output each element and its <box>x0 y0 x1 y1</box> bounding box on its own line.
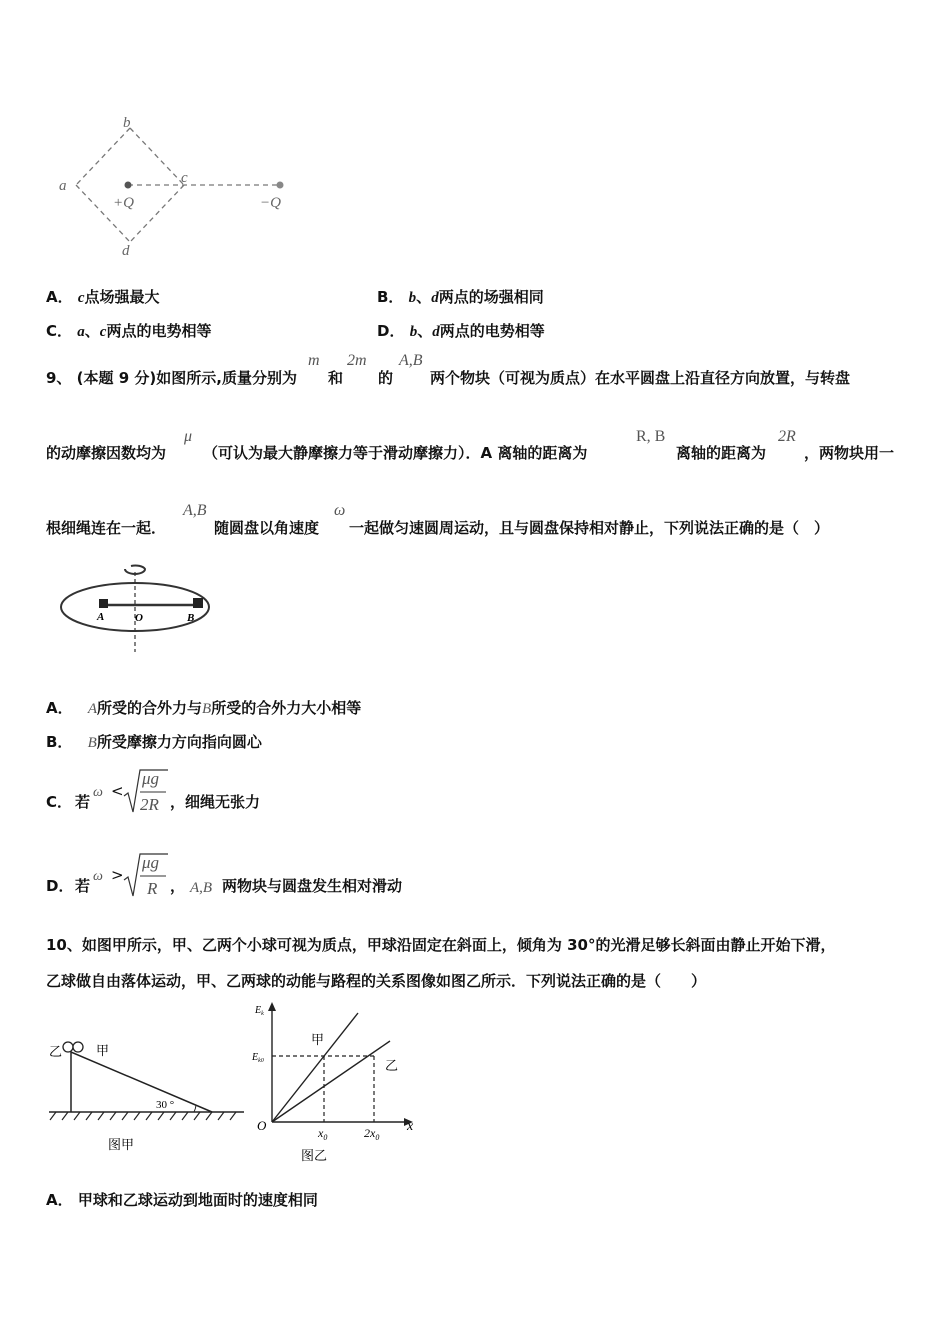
axis-x: x <box>407 1119 414 1134</box>
field-diagram <box>50 110 310 265</box>
var-b: B <box>87 735 97 751</box>
q8-option-d <box>377 320 545 341</box>
option-text: 点场强最大 <box>84 288 160 306</box>
math-num: μg <box>142 769 160 788</box>
turntable-diagram <box>55 558 220 656</box>
q9-line-3a: 根细绳连在一起． <box>46 519 167 537</box>
math-den: 2R <box>140 795 159 814</box>
var-a: a <box>77 324 85 340</box>
math-ab: A,B <box>399 352 423 369</box>
math-omega: ω <box>334 502 346 519</box>
q8-option-c <box>46 320 211 341</box>
text: 所受摩擦力方向指向圆心 <box>96 733 262 751</box>
tick-2x0: $2x_0$ <box>364 1126 380 1142</box>
sep: 、 <box>417 322 433 340</box>
math-ab: A,B <box>190 880 213 896</box>
text-of: 的 <box>378 369 394 387</box>
label-minus-q: −Q <box>260 195 281 211</box>
label-d: d <box>122 243 130 259</box>
label-yi: 乙 <box>385 1058 399 1073</box>
q9-option-d-letter: D． <box>46 877 74 895</box>
ball-jia <box>73 1042 83 1052</box>
label-jia: 甲 <box>96 1043 110 1058</box>
q9-option-d-ruo: 若 <box>75 877 91 895</box>
math-2m: 2m <box>347 352 367 369</box>
option-letter: C． <box>46 322 73 340</box>
ek-graph <box>250 998 425 1166</box>
math-op: < <box>111 782 124 800</box>
var-c: c <box>77 290 85 306</box>
q10-option-a <box>46 1189 318 1210</box>
option-text: 两点的场强相同 <box>438 288 544 306</box>
option-text: 甲球和乙球运动到地面时的速度相同 <box>77 1191 318 1209</box>
q9-line-1b: 两个物块（可视为质点）在水平圆盘上沿直径方向放置，与转盘 <box>430 369 851 387</box>
label-ek0: $E_{k0}$ <box>252 1052 264 1064</box>
option-letter: A． <box>46 288 73 306</box>
label-plus-q: +Q <box>113 195 134 211</box>
label-a: a <box>59 178 67 194</box>
math-omega: ω <box>93 785 103 800</box>
axis-ek: $E_k$ <box>255 1005 264 1017</box>
math-2r: 2R <box>778 428 796 445</box>
var-b: B <box>202 701 212 717</box>
q9-line-3c: 一起做匀速圆周运动，且与圆盘保持相对静止，下列说法正确的是（ ） <box>349 519 830 537</box>
block-b <box>193 598 203 608</box>
var-d: d <box>431 290 439 306</box>
math-den: R <box>147 879 158 898</box>
text: (本题 9 分)如图所示,质量分别为 <box>76 369 297 387</box>
label-a: A <box>97 611 105 623</box>
incline-diagram <box>44 1035 249 1160</box>
negative-charge <box>277 182 284 189</box>
q9-line-1 <box>46 367 297 388</box>
var-b: b <box>409 324 418 340</box>
option-text: 两点的电势相等 <box>439 322 545 340</box>
option-letter: B． <box>377 288 404 306</box>
math-r-b: R, B <box>636 428 666 445</box>
q9-line-2b: （可认为最大静摩擦力等于滑动摩擦力）．A 离轴的距离为 <box>203 444 588 462</box>
q9-option-c-ruo: 若 <box>75 793 91 811</box>
label-angle: 30 ° <box>156 1099 175 1111</box>
line-jia <box>272 1013 358 1122</box>
text-and: 和 <box>328 369 344 387</box>
positive-charge <box>125 182 132 189</box>
math-mu: μ <box>184 428 193 445</box>
sep: 、 <box>416 288 432 306</box>
var-c: c <box>99 324 107 340</box>
label-b: b <box>123 115 131 131</box>
caption-jia: 图甲 <box>108 1137 135 1152</box>
q8-option-b <box>377 286 544 307</box>
option-letter: B． <box>46 733 73 751</box>
label-o: O <box>135 612 143 624</box>
option-text: 两点的电势相等 <box>106 322 212 340</box>
ball-yi <box>63 1042 73 1052</box>
q9-option-d-comma: ， <box>170 877 186 895</box>
math-m: m <box>308 352 320 369</box>
label-yi: 乙 <box>49 1044 63 1059</box>
line-yi <box>272 1041 390 1122</box>
q9-line-2c: 离轴的距离为 <box>676 444 767 462</box>
q10-line-2: 乙球做自由落体运动，甲、乙两球的动能与路程的关系图像如图乙所示．下列说法正确的是（ ） <box>46 972 707 990</box>
caption-yi: 图乙 <box>301 1148 328 1163</box>
var-b: b <box>408 290 417 306</box>
option-letter: A． <box>46 699 73 717</box>
q9-option-b <box>46 731 262 752</box>
slope <box>71 1052 212 1112</box>
q9-line-2a: 的动摩擦因数均为 <box>46 444 167 462</box>
label-b: B <box>187 612 195 624</box>
label-origin: O <box>257 1118 267 1133</box>
q8-option-a <box>46 286 160 307</box>
q9-line-3b: 随圆盘以角速度 <box>214 519 320 537</box>
label-c: c <box>181 170 188 186</box>
q9-option-c-text: ，细绳无张力 <box>170 793 261 811</box>
math-num: μg <box>142 853 160 872</box>
q9-line-2d: ，两物块用一 <box>804 444 895 462</box>
math-ab-2: A,B <box>183 502 207 519</box>
math-omega: ω <box>93 869 103 884</box>
sep: 、 <box>84 322 100 340</box>
text: 所受的合外力与 <box>97 699 203 717</box>
option-letter: D． <box>377 322 405 340</box>
q9-option-a <box>46 697 361 718</box>
block-a <box>99 599 108 608</box>
text: 所受的合外力大小相等 <box>211 699 362 717</box>
var-a: A <box>87 701 98 717</box>
tick-x0: $x_0$ <box>318 1126 328 1142</box>
label-jia: 甲 <box>311 1032 325 1047</box>
q9-option-d-text: 两物块与圆盘发生相对滑动 <box>222 877 403 895</box>
math-op: > <box>111 866 124 884</box>
var-d: d <box>432 324 440 340</box>
q9-option-c-letter: C． <box>46 793 73 811</box>
question-number: 9、 <box>46 369 72 387</box>
option-letter: A． <box>46 1191 73 1209</box>
q10-line-1: 10、如图甲所示，甲、乙两个小球可视为质点，甲球沿固定在斜面上，倾角为 30°的光滑足够长斜面由静止开始下滑， <box>46 936 836 954</box>
